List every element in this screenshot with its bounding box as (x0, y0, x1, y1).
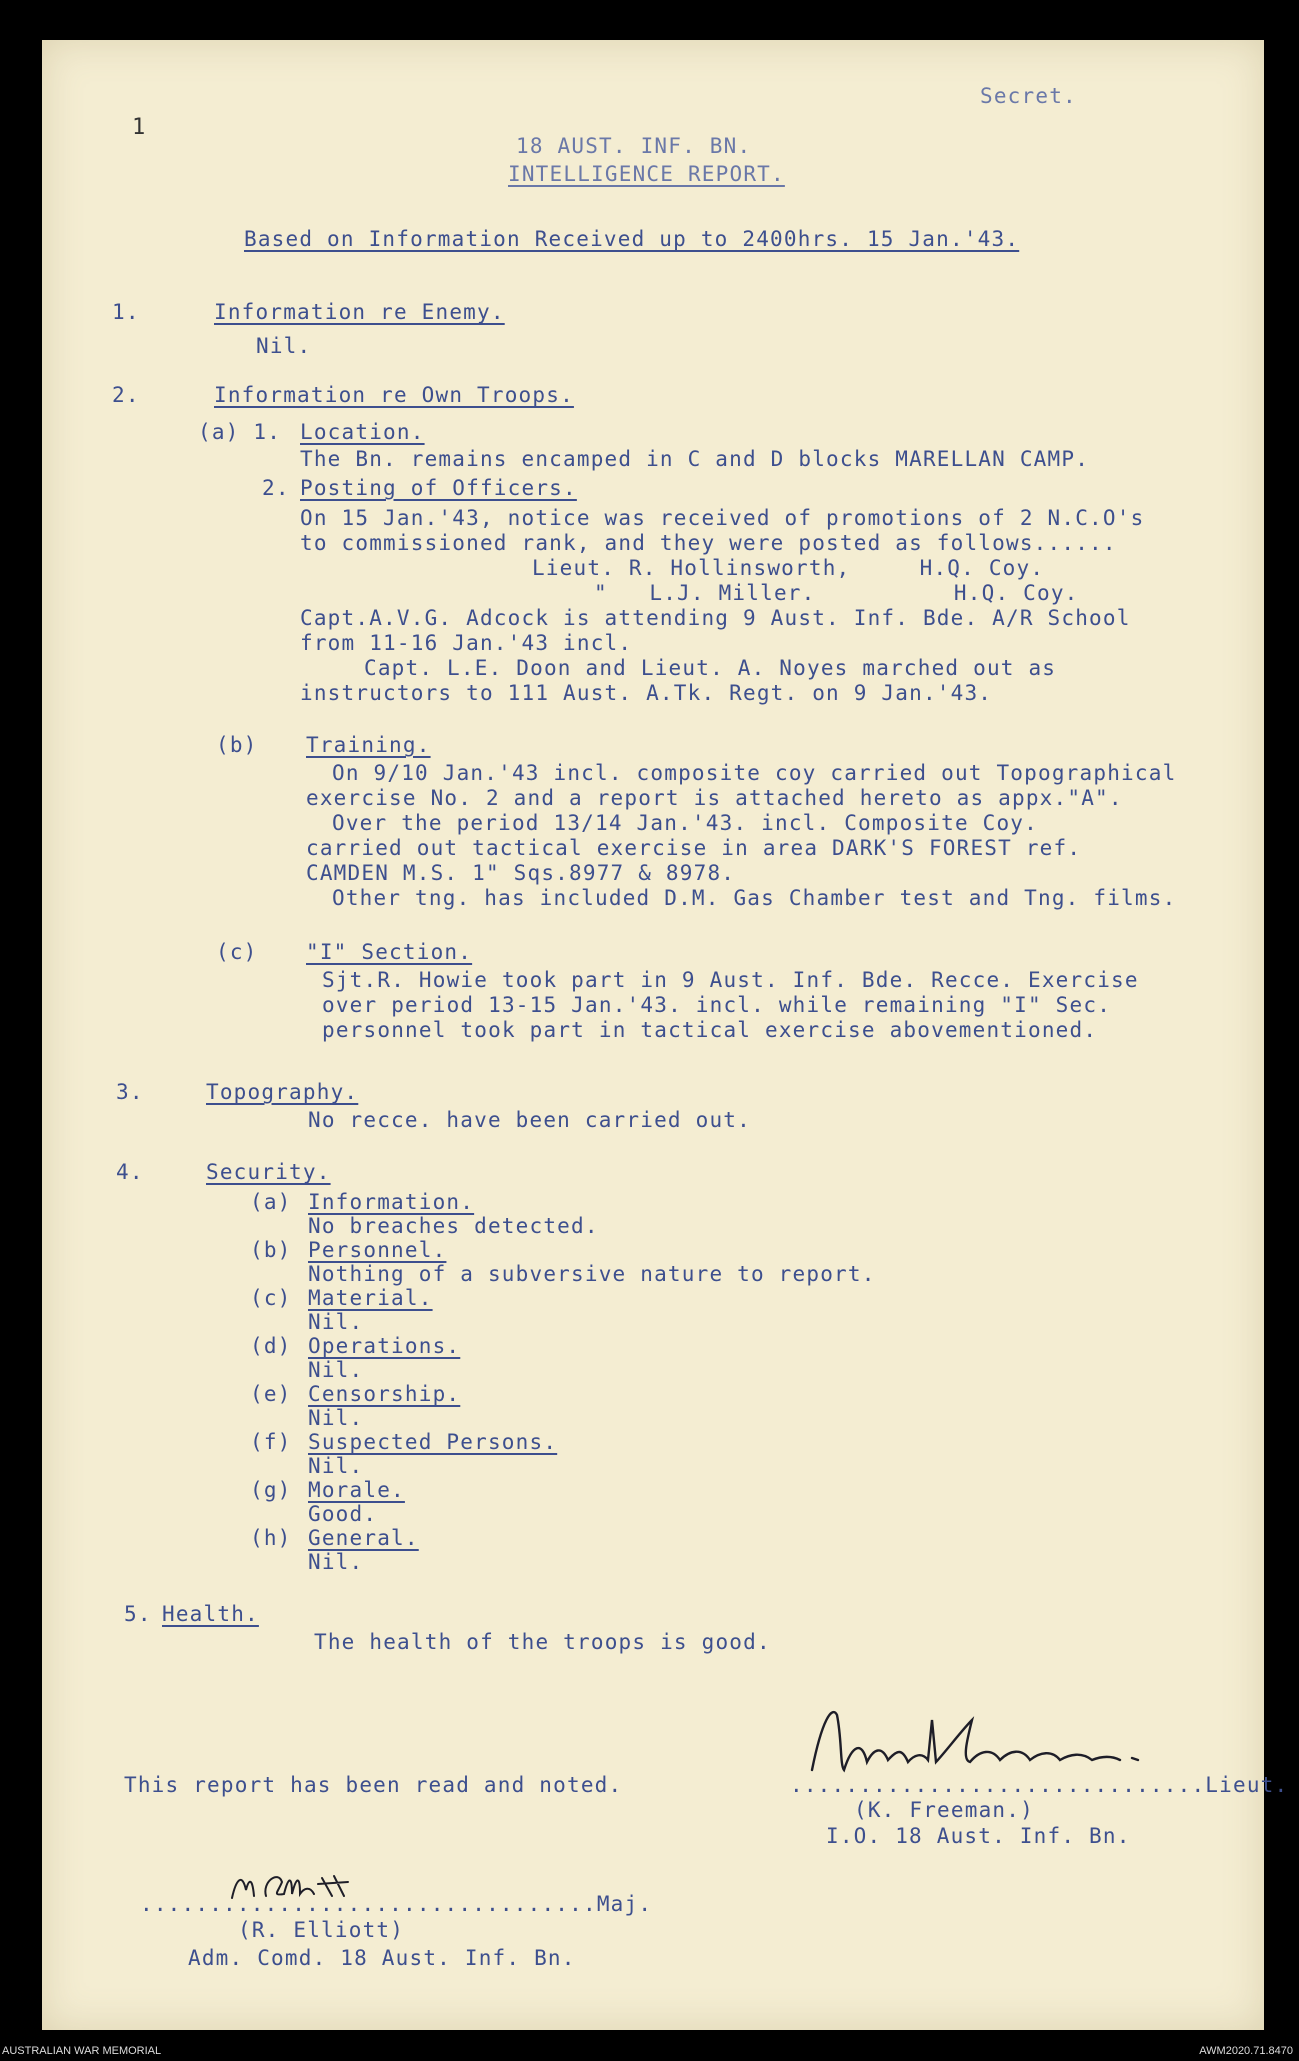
training-line-1: On 9/10 Jan.'43 incl. composite coy carried out Topographical (332, 761, 1177, 785)
section-5-body: The health of the troops is good. (314, 1630, 771, 1654)
io-signature-line: ..............................Lieut. (790, 1773, 1289, 1797)
security-body-f: Nil. (308, 1454, 364, 1478)
section-3-body: No recce. have been carried out. (308, 1108, 751, 1132)
security-body-e: Nil. (308, 1406, 364, 1430)
security-heading-f: Suspected Persons. (308, 1430, 558, 1454)
noted-statement: This report has been read and noted. (124, 1773, 623, 1797)
io-name: (K. Freeman.) (854, 1798, 1034, 1822)
location-body: The Bn. remains encamped in C and D blocks MARELLAN CAMP. (300, 447, 1090, 471)
security-body-h: Nil. (308, 1550, 364, 1574)
security-label-f: (f) (250, 1430, 292, 1454)
section-2c-label: (c) (216, 940, 258, 964)
security-body-a: No breaches detected. (308, 1214, 599, 1238)
section-5-heading: Health. (162, 1602, 259, 1626)
section-2-number: 2. (112, 383, 140, 407)
report-basis: Based on Information Received up to 2400hrs. 15 Jan.'43. (244, 227, 1020, 251)
posting-line-6: from 11-16 Jan.'43 incl. (300, 631, 633, 655)
training-heading: Training. (306, 733, 431, 757)
section-2-heading: Information re Own Troops. (214, 383, 574, 407)
location-heading: Location. (300, 420, 425, 444)
document-page (42, 40, 1289, 2030)
section-1-heading: Information re Enemy. (214, 300, 505, 324)
security-label-e: (e) (250, 1382, 292, 1406)
maj-title: Adm. Comd. 18 Aust. Inf. Bn. (188, 1946, 576, 1970)
security-heading-g: Morale. (308, 1478, 405, 1502)
security-label-h: (h) (250, 1526, 292, 1550)
posting-line-1: On 15 Jan.'43, notice was received of promotions of 2 N.C.O's (300, 506, 1145, 530)
classification: Secret. (980, 84, 1077, 108)
security-body-d: Nil. (308, 1358, 364, 1382)
training-line-3: Over the period 13/14 Jan.'43. incl. Composite Coy. (332, 811, 1038, 835)
i-section-line-3: personnel took part in tactical exercise abovementioned. (322, 1018, 1098, 1042)
posting-line-2: to commissioned rank, and they were posted as follows...... (300, 531, 1117, 555)
page-mark: 1 (132, 115, 146, 140)
security-label-c: (c) (250, 1286, 292, 1310)
footer-left: AUSTRALIAN WAR MEMORIAL (2, 2045, 162, 2057)
security-body-b: Nothing of a subversive nature to report. (308, 1262, 876, 1286)
section-3-number: 3. (116, 1080, 144, 1104)
unit-title: 18 AUST. INF. BN. (516, 134, 752, 158)
security-body-c: Nil. (308, 1310, 364, 1334)
section-4-number: 4. (116, 1160, 144, 1184)
maj-signature-line: .................................Maj. (140, 1892, 653, 1916)
section-2b-label: (b) (216, 733, 258, 757)
section-2a-label: (a) 1. (198, 420, 282, 444)
posting-heading: Posting of Officers. (300, 476, 577, 500)
security-label-d: (d) (250, 1334, 292, 1358)
section-3-heading: Topography. (206, 1080, 359, 1104)
security-label-g: (g) (250, 1478, 292, 1502)
footer-right: AWM2020.71.8470 (1199, 2045, 1293, 2057)
training-line-2: exercise No. 2 and a report is attached hereto as appx."A". (306, 786, 1123, 810)
training-line-6: Other tng. has included D.M. Gas Chamber test and Tng. films. (332, 886, 1177, 910)
training-line-5: CAMDEN M.S. 1" Sqs.8977 & 8978. (306, 861, 736, 885)
posting-line-8: instructors to 111 Aust. A.Tk. Regt. on 9 Jan.'43. (300, 681, 993, 705)
io-title: I.O. 18 Aust. Inf. Bn. (826, 1824, 1131, 1848)
section-4-heading: Security. (206, 1160, 331, 1184)
posting-line-4: " L.J. Miller. H.Q. Coy. (594, 581, 1079, 605)
section-1-number: 1. (112, 300, 140, 324)
section-2a2-label: 2. (262, 476, 290, 500)
posting-line-7: Capt. L.E. Doon and Lieut. A. Noyes marched out as (364, 656, 1057, 680)
security-label-b: (b) (250, 1238, 292, 1262)
i-section-heading: "I" Section. (306, 940, 473, 964)
posting-line-3: Lieut. R. Hollinsworth, H.Q. Coy. (532, 556, 1045, 580)
i-section-line-2: over period 13-15 Jan.'43. incl. while remaining "I" Sec. (322, 993, 1112, 1017)
report-title: INTELLIGENCE REPORT. (508, 162, 785, 186)
security-label-a: (a) (250, 1190, 292, 1214)
section-1-body: Nil. (256, 334, 312, 358)
posting-line-5: Capt.A.V.G. Adcock is attending 9 Aust. Inf. Bde. A/R School (300, 606, 1131, 630)
training-line-4: carried out tactical exercise in area DARK'S FOREST ref. (306, 836, 1082, 860)
security-heading-c: Material. (308, 1286, 433, 1310)
security-body-g: Good. (308, 1502, 378, 1526)
security-heading-a: Information. (308, 1190, 475, 1214)
maj-name: (R. Elliott) (238, 1918, 405, 1942)
section-5-number: 5. (124, 1602, 152, 1626)
security-heading-h: General. (308, 1526, 419, 1550)
security-heading-b: Personnel. (308, 1238, 447, 1262)
security-heading-d: Operations. (308, 1334, 461, 1358)
security-heading-e: Censorship. (308, 1382, 461, 1406)
i-section-line-1: Sjt.R. Howie took part in 9 Aust. Inf. Bde. Recce. Exercise (322, 968, 1139, 992)
